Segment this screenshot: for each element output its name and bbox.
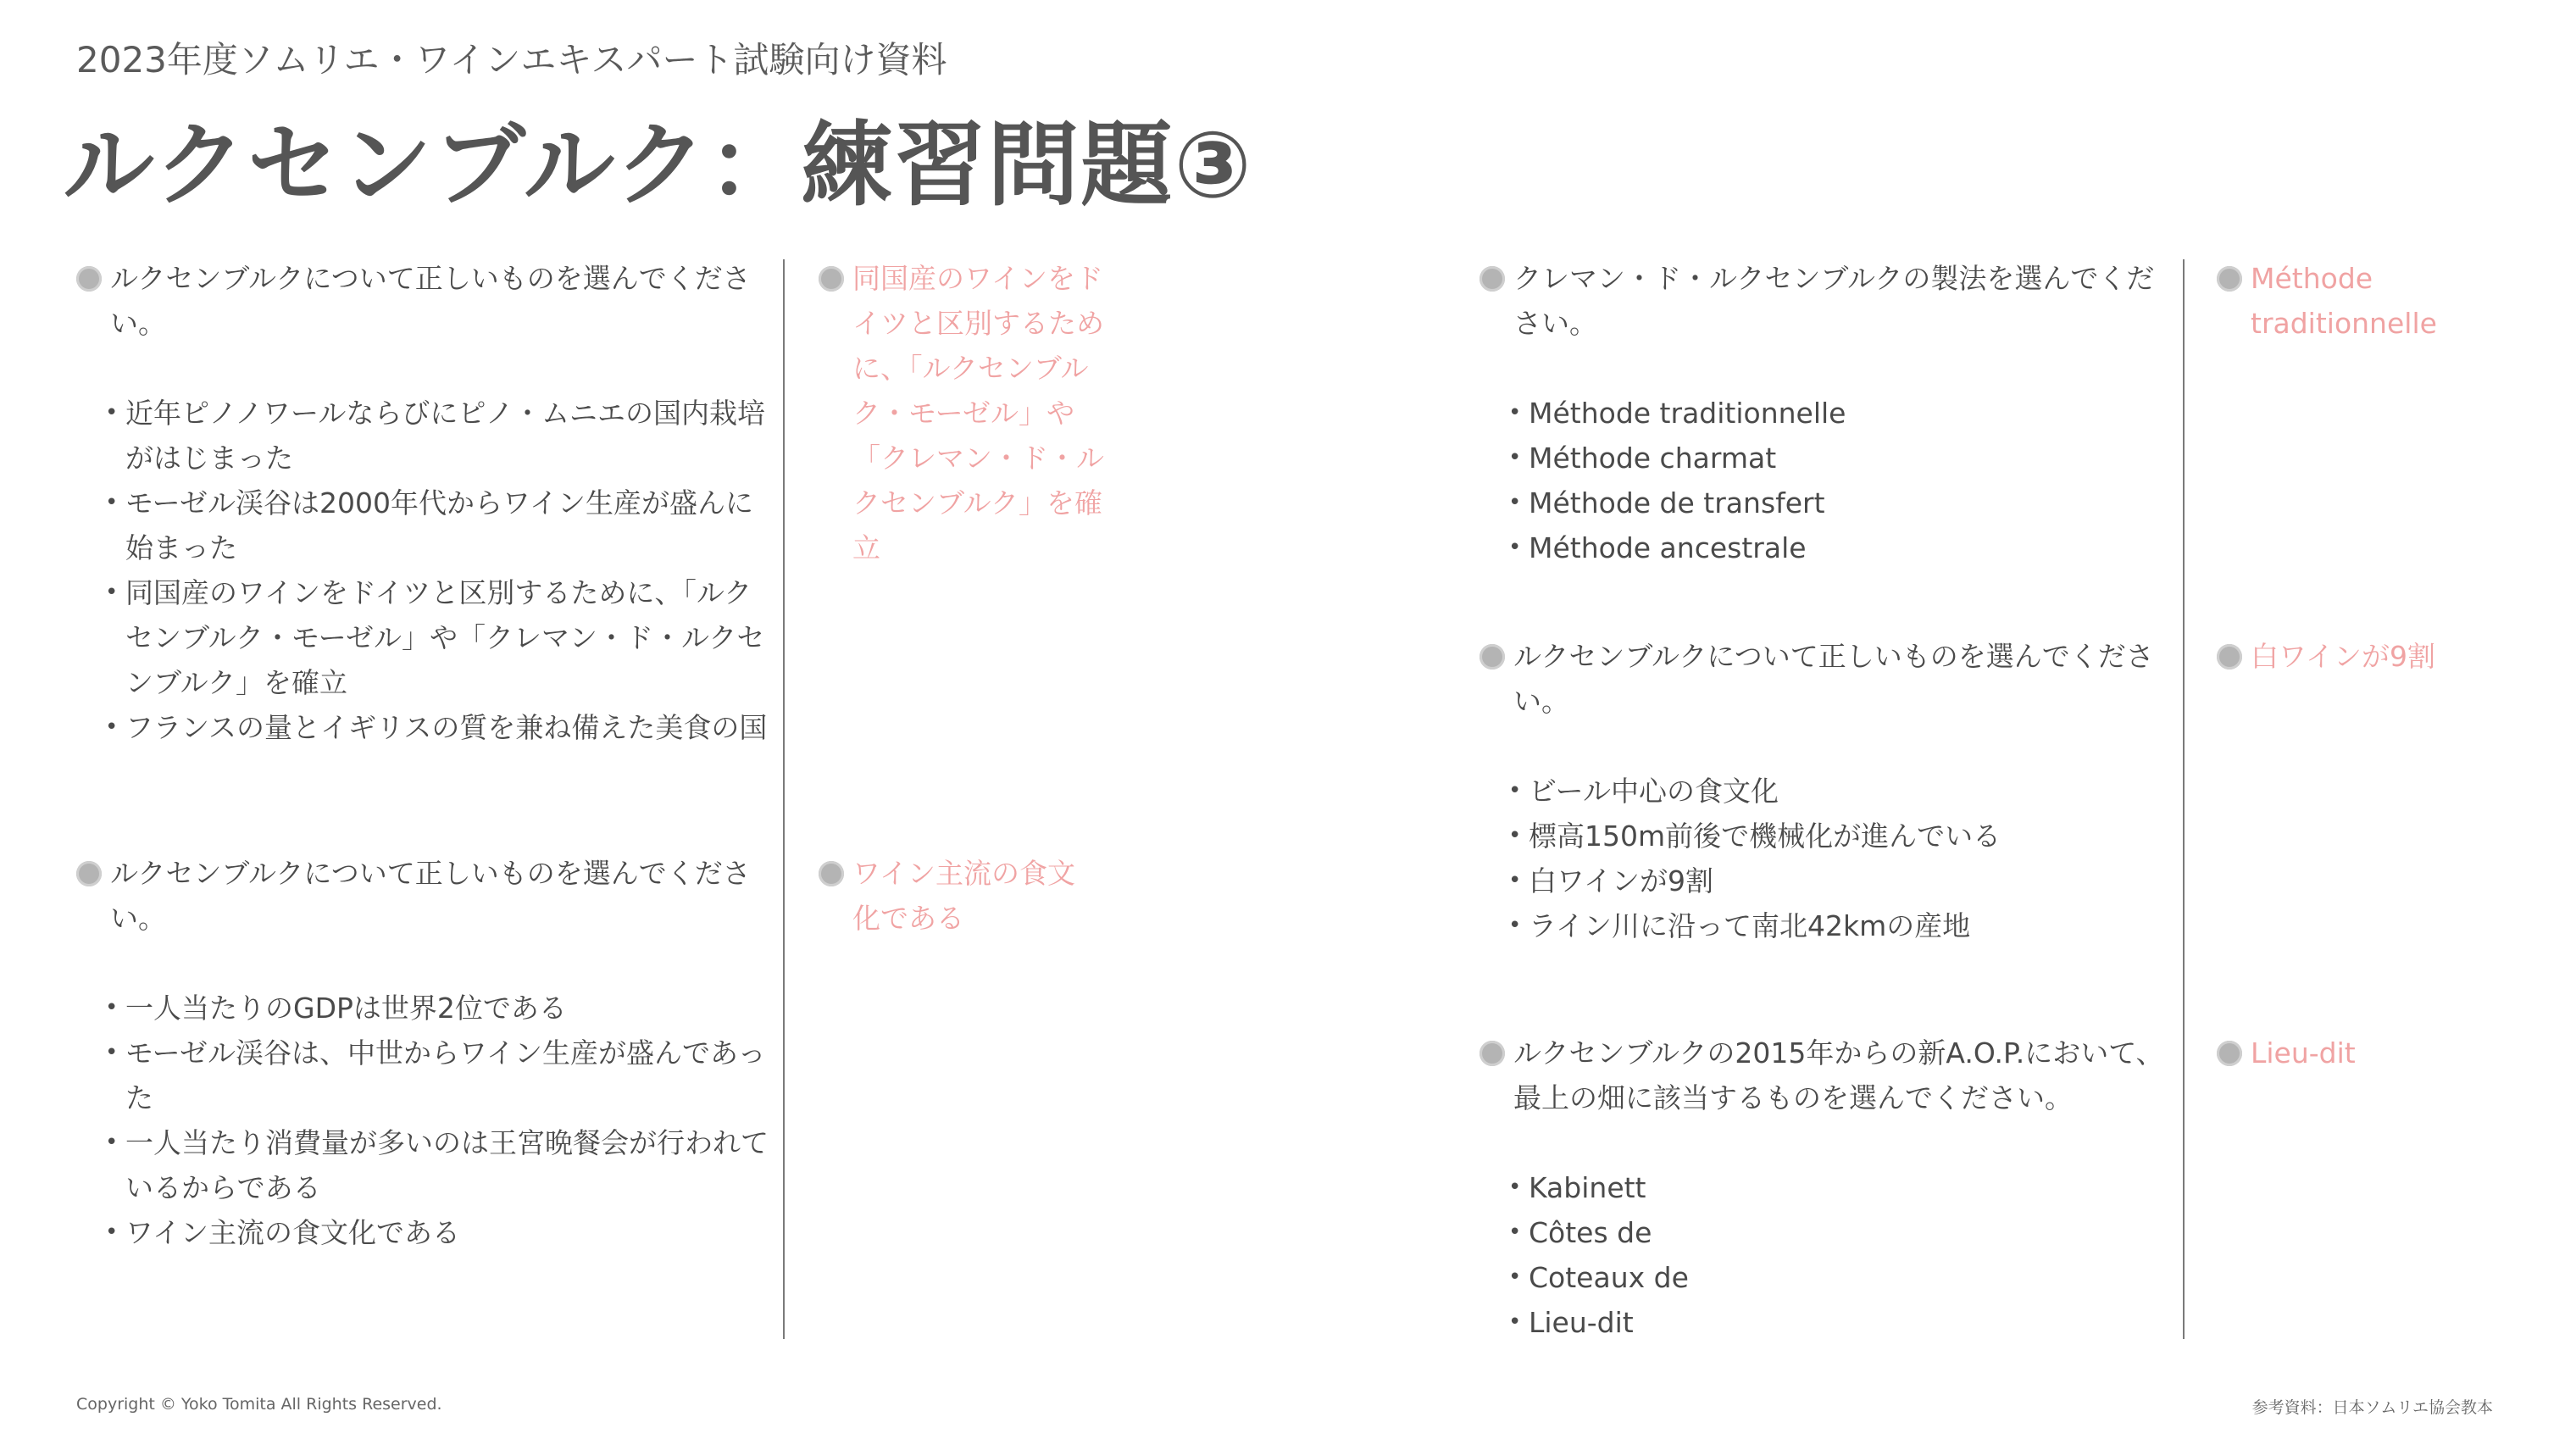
- option-item: • ビール中心の食文化: [1508, 769, 2174, 814]
- copyright-notice: Copyright © Yoko Tomita All Rights Reserved.: [76, 1395, 442, 1414]
- answer-text: Méthode traditionnelle: [2251, 262, 2437, 340]
- option-list: [76, 391, 771, 750]
- question-marker-icon: [1480, 266, 1505, 292]
- option-item: • フランスの量とイギリスの質を兼ね備えた美食の国: [105, 705, 771, 750]
- answer-marker-icon: [2217, 266, 2242, 292]
- answer-text: 同国産のワインをドイツと区別するために、「ルクセンブルク・モーゼル」や「クレマン・ド・ルクセンブルク」を確立: [852, 262, 1104, 564]
- answer-marker-icon: [2217, 644, 2242, 669]
- answer-2: [819, 851, 1090, 941]
- option-item: • Méthode traditionnelle: [1508, 391, 2174, 436]
- question-3: [1480, 256, 2174, 346]
- option-list: [1480, 769, 2174, 948]
- column-divider-right: [2183, 259, 2185, 1339]
- question-block-3: [1480, 256, 2174, 570]
- question-marker-icon: [1480, 644, 1505, 669]
- answer-marker-icon: [2217, 1041, 2242, 1066]
- option-item: • Méthode de transfert: [1508, 481, 2174, 525]
- option-item: • Kabinett: [1508, 1165, 2174, 1210]
- reference-note: 参考資料：日本ソムリエ協会教本: [2251, 1398, 2493, 1417]
- option-item: • 白ワインが9割: [1508, 858, 2174, 903]
- option-list: [1480, 391, 2174, 570]
- option-item: • 同国産のワインをドイツと区別するために、「ルクセンブルク・モーゼル」や「クレマン・ド・ルクセンブルク」を確立: [105, 570, 771, 705]
- option-item: • モーゼル渓谷は2000年代からワイン生産が盛んに始まった: [105, 481, 771, 570]
- question-marker-icon: [1480, 1041, 1505, 1066]
- document-subtitle: 2023年度ソムリエ・ワインエキスパート試験向け資料: [76, 39, 947, 81]
- question-text: ルクセンブルクについて正しいものを選んでください。: [110, 857, 751, 935]
- answer-1: [819, 256, 1107, 570]
- option-item: • 一人当たり消費量が多いのは王宮晩餐会が行われているからである: [105, 1120, 771, 1210]
- option-list: [76, 986, 771, 1255]
- question-marker-icon: [76, 266, 102, 292]
- question-block-4: [1480, 634, 2174, 948]
- answer-5: [2217, 1031, 2505, 1075]
- question-2: [76, 851, 771, 941]
- question-5: [1480, 1031, 2174, 1120]
- question-text: ルクセンブルクの2015年からの新A.O.P.において、最上の畑に該当するものを選んでください。: [1513, 1036, 2164, 1114]
- option-item: • Méthode charmat: [1508, 436, 2174, 481]
- answer-text: Lieu-dit: [2251, 1036, 2356, 1070]
- option-item: • 標高150m前後で機械化が進んでいる: [1508, 814, 2174, 858]
- option-item: • ライン川に沿って南北42kmの産地: [1508, 903, 2174, 948]
- option-item: • モーゼル渓谷は、中世からワイン生産が盛んであった: [105, 1031, 771, 1120]
- question-block-5: [1480, 1031, 2174, 1345]
- column-divider-left: [783, 259, 785, 1339]
- option-list: [1480, 1165, 2174, 1345]
- answer-text: 白ワインが9割: [2251, 640, 2436, 673]
- option-item: • Côtes de: [1508, 1210, 2174, 1255]
- question-marker-icon: [76, 861, 102, 886]
- question-4: [1480, 634, 2174, 724]
- question-block-1: [76, 256, 771, 750]
- answer-marker-icon: [819, 861, 844, 886]
- answer-marker-icon: [819, 266, 844, 292]
- option-item: • 近年ピノノワールならびにピノ・ムニエの国内栽培がはじまった: [105, 391, 771, 481]
- answer-3: [2217, 256, 2505, 346]
- question-text: ルクセンブルクについて正しいものを選んでください。: [110, 262, 751, 340]
- answer-4: [2217, 634, 2505, 679]
- option-item: • Lieu-dit: [1508, 1300, 2174, 1345]
- question-block-2: [76, 851, 771, 1255]
- option-item: • Coteaux de: [1508, 1255, 2174, 1300]
- question-text: クレマン・ド・ルクセンブルクの製法を選んでください。: [1513, 262, 2155, 340]
- page-title: ルクセンブルク：練習問題③: [63, 113, 1253, 219]
- option-item: • ワイン主流の食文化である: [105, 1210, 771, 1255]
- question-1: [76, 256, 771, 346]
- option-item: • 一人当たりのGDPは世界2位である: [105, 986, 771, 1031]
- option-item: • Méthode ancestrale: [1508, 525, 2174, 570]
- question-text: ルクセンブルクについて正しいものを選んでください。: [1513, 640, 2154, 718]
- answer-text: ワイン主流の食文化である: [852, 857, 1076, 935]
